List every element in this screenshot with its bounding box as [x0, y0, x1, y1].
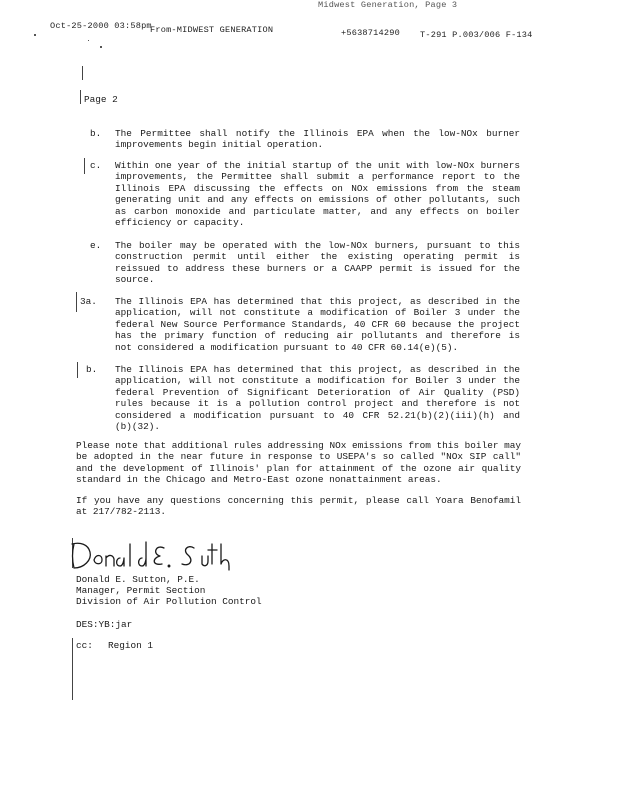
signatory-title: Manager, Permit Section	[76, 585, 206, 596]
handwritten-signature	[68, 538, 238, 572]
item-marker: b.	[86, 364, 98, 375]
item-marker: b.	[90, 128, 102, 139]
closing-paragraph: Please note that additional rules addressing NOx emissions from this boiler may be adopted in the near future in response to USEPA's so called "NOx SIP call" and the development of Illinois' plan for attainment of the ozone air quality standard in the Chicago and Metro-East ozone nonattainment areas.	[76, 440, 521, 486]
item-text: The Permittee shall notify the Illinois EPA when the low-NOx burner improvements begin initial operation.	[115, 128, 520, 151]
item-marker: 3a.	[80, 296, 97, 307]
signatory-division: Division of Air Pollution Control	[76, 596, 262, 607]
item-text: Within one year of the initial startup of the unit with low-NOx burners improvements, the Permittee shall submit a performance report to the Illinois EPA discussing the effects on NOx emissions from the steam generating unit and any effects on emissions of other pollutants, such as carbon monoxide and particulate matter, and any effects on boiler efficiency or capacity.	[115, 160, 520, 229]
fax-number: +5638714290	[341, 28, 400, 38]
revision-bar	[80, 90, 81, 104]
item-text: The boiler may be operated with the low-NOx burners, pursuant to this construction permit until either the existing operating permit is reissued to address these burners or a CAAPP permit is issued for the source.	[115, 240, 520, 286]
signatory-name: Donald E. Sutton, P.E.	[76, 574, 200, 585]
revision-bar	[82, 66, 83, 80]
fax-from: From-MIDWEST GENERATION	[150, 25, 274, 35]
revision-bar	[76, 292, 77, 312]
scan-speck	[88, 40, 89, 41]
item-marker: e.	[90, 240, 102, 251]
closing-paragraph: If you have any questions concerning this permit, please call Yoara Benofamil at 217/782-2113.	[76, 495, 521, 518]
fax-top-right: Midwest Generation, Page 3	[318, 0, 458, 10]
item-text: The Illinois EPA has determined that this project, as described in the application, will not constitute a modification of Boiler 3 under the federal New Source Performance Standards, 40 CFR 60 because the project has the primary function of reducing air pollutants and therefore is not considered a modification pursuant to 40 CFR 60.14(e)(5).	[115, 296, 520, 353]
page-label: Page 2	[84, 94, 118, 105]
item-marker: c.	[90, 160, 102, 171]
scan-speck	[100, 46, 102, 48]
fax-sent-time: Oct-25-2000 03:58pm	[50, 21, 152, 31]
scan-speck	[34, 34, 36, 36]
cc-value: Region 1	[108, 640, 154, 651]
revision-bar	[77, 362, 78, 378]
revision-bar	[72, 638, 73, 700]
item-text: The Illinois EPA has determined that this project, as described in the application, will not constitute a modification for Boiler 3 under the federal Prevention of Significant Deterioration of Air Quality (PSD) rules because it is a pollution control project and therefore is not considered a modification pursuant to 40 CFR 52.21(b)(2)(iii)(h) and (b)(32).	[115, 364, 520, 433]
fax-transmission-info: T-291 P.003/006 F-134	[420, 30, 533, 40]
typist-initials: DES:YB:jar	[76, 619, 133, 630]
cc-label: cc:	[76, 640, 93, 651]
revision-bar	[84, 158, 85, 174]
